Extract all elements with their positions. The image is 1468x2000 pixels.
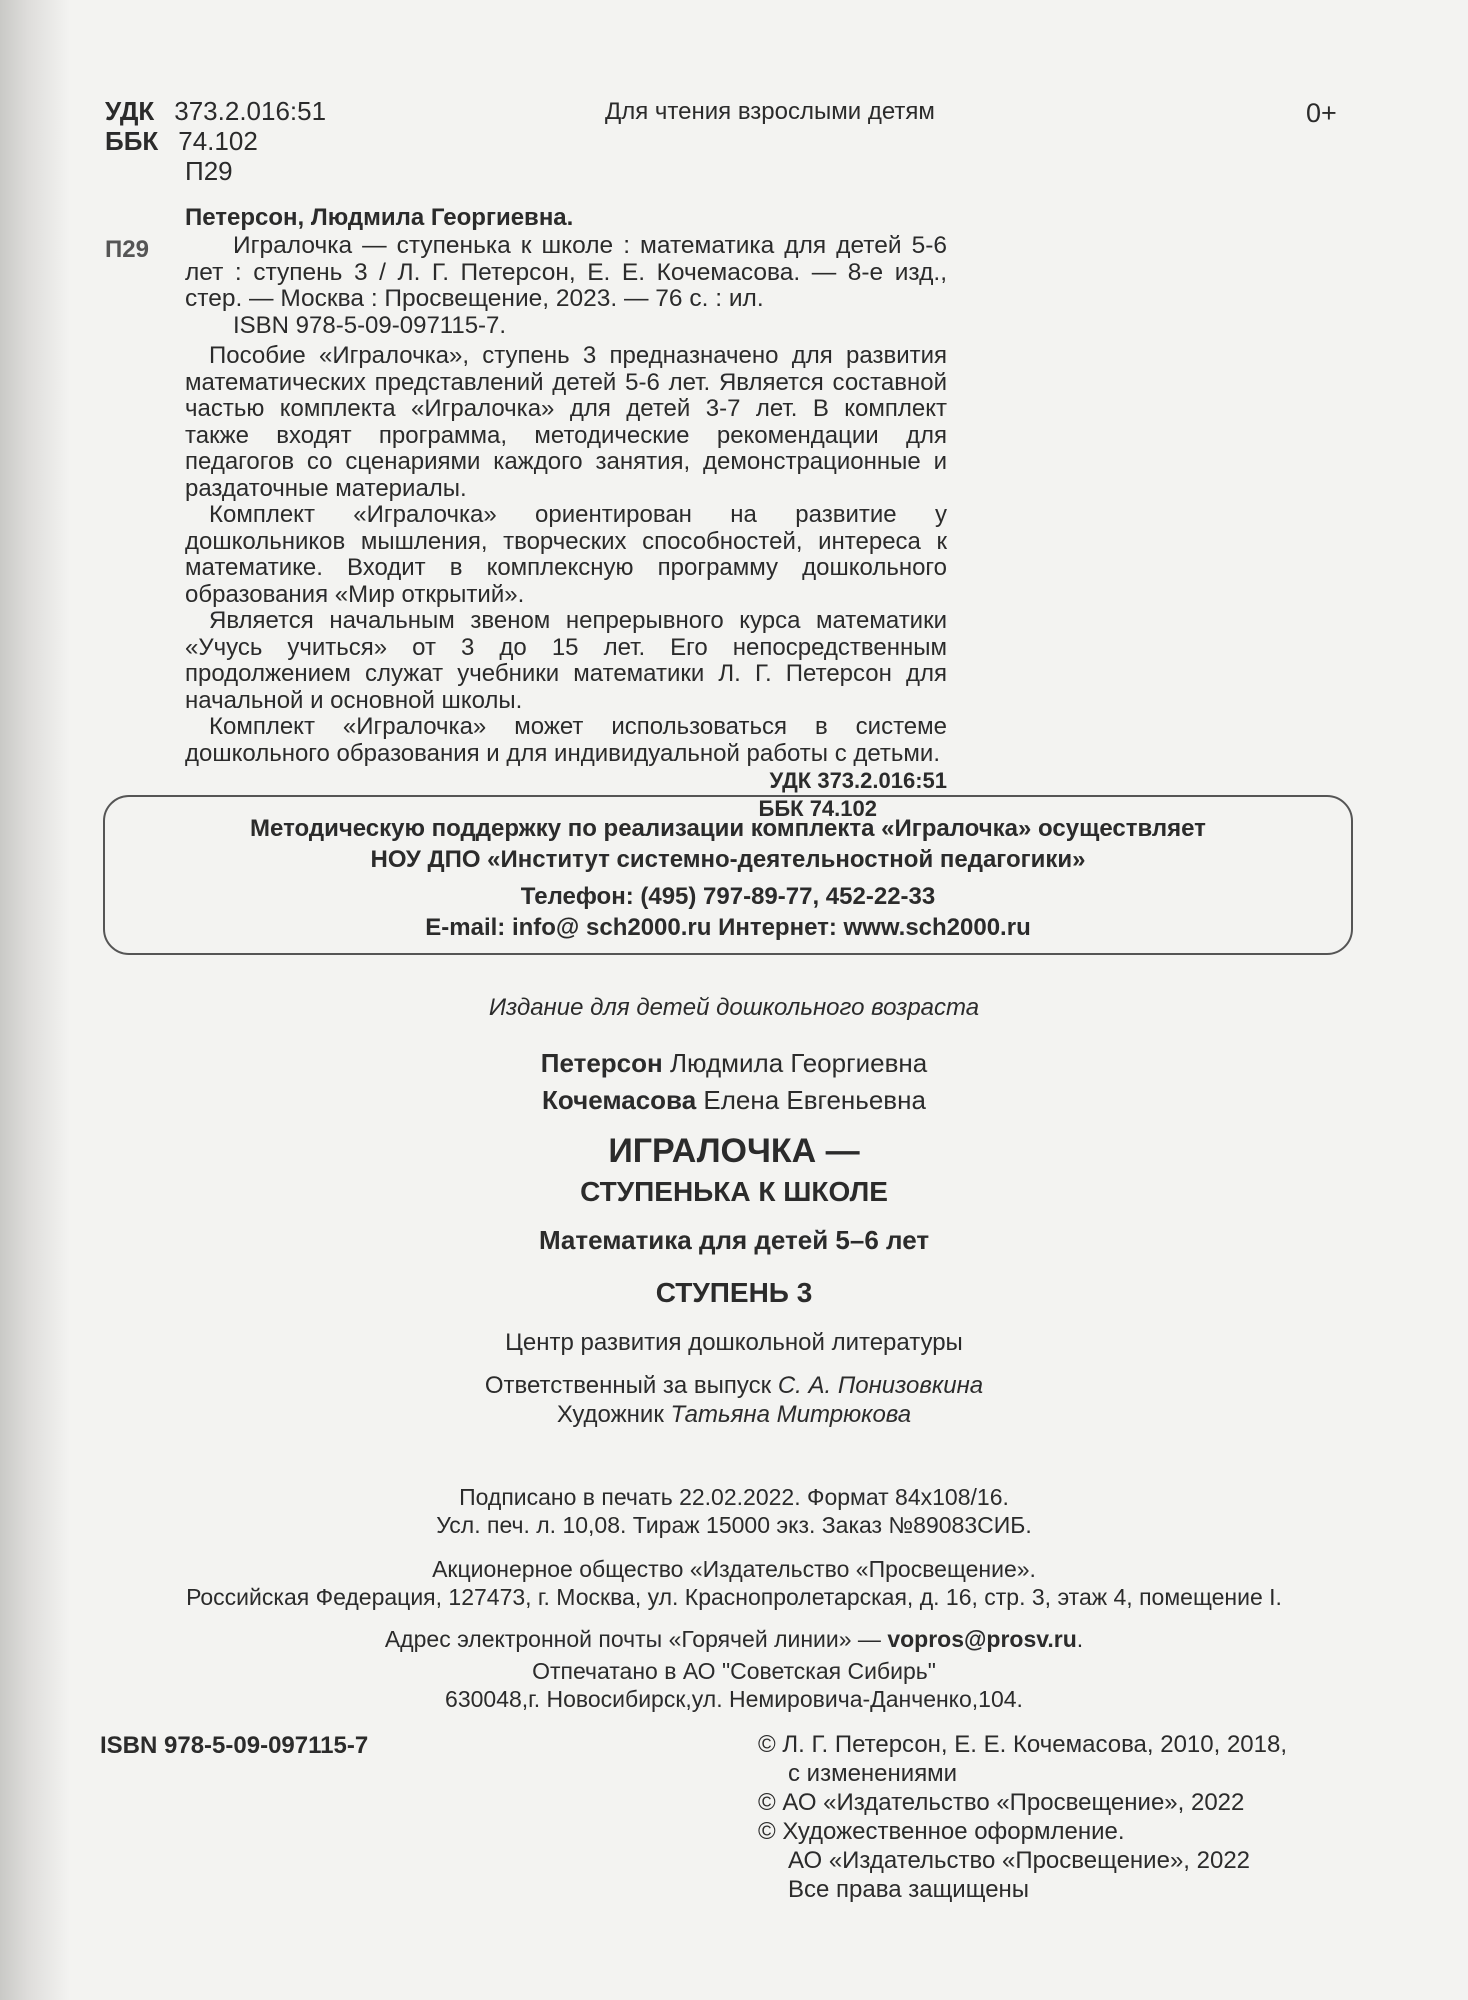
biblio-abstract-3: Является начальным звеном непрерывного курса математики «Учусь учиться» от 3 до 15 лет. Его непосредственным продолжением служат учебники математики Л. Г. Петерсон для начальной и основной школы. <box>185 607 947 714</box>
support-line-2: НОУ ДПО «Институт системно-деятельностной педагогики» <box>370 846 1086 873</box>
copyright-2: © АО «Издательство «Просвещение», 2022 <box>758 1789 1245 1816</box>
publisher-line-2: Российская Федерация, 127473, г. Москва, ул. Краснопролетарская, д. 16, стр. 3, этаж 4, помещение I. <box>186 1584 1282 1610</box>
responsible-editor <box>0 1371 1468 1400</box>
biblio-abstract-1: Пособие «Игралочка», ступень 3 предназначено для развития математических представлений детей 5-6 лет. Является составной частью комплекта «Игралочка» для детей 3-7 лет. В комплект также входят программа, методические рекомендации для педагогов со сценариями каждого занятия, демонстрационные и раздаточные материалы. <box>185 342 947 502</box>
author-1-surname: Петерсон <box>540 1048 663 1078</box>
book-title-line-2: СТУПЕНЬКА К ШКОЛЕ <box>580 1176 888 1207</box>
hotline-end: . <box>1076 1626 1084 1652</box>
biblio-description: Игралочка — ступенька к школе : математика для детей 5-6 лет : ступень 3 / Л. Г. Петерсон, Е. Е. Кочемасова. — 8-е изд., стер. — Москва : Просвещение, 2023. — 76 с. : ил. <box>185 232 947 312</box>
edition-type: Издание для детей дошкольного возраста <box>488 994 980 1021</box>
biblio-author-heading: Петерсон, Людмила Георгиевна. <box>185 204 574 231</box>
all-rights-reserved: Все права защищены <box>788 1876 1030 1903</box>
bbk-label: ББК <box>105 126 159 156</box>
biblio-udk-bottom: УДК 373.2.016:51 <box>769 768 947 793</box>
book-subtitle: Математика для детей 5–6 лет <box>538 1225 930 1255</box>
hotline <box>0 1626 1468 1653</box>
support-line-1: Методическую поддержку по реализации комплекта «Игралочка» осуществляет <box>250 815 1206 842</box>
artist-name: Татьяна Митрюкова <box>670 1401 912 1428</box>
support-phone: Телефон: (495) 797-89-77, 452-22-33 <box>520 883 936 910</box>
printer-line-2: 630048,г. Новосибирск,ул. Немировича-Данченко,104. <box>445 1686 1023 1712</box>
publisher-line-1: Акционерное общество «Издательство «Просвещение». <box>432 1556 1036 1582</box>
support-web: E-mail: info@ sch2000.ru Интернет: www.sch2000.ru <box>425 914 1031 941</box>
support-box <box>103 795 1353 955</box>
copyright-1b: с изменениями <box>788 1760 958 1787</box>
biblio-bbk-bottom: ББК 74.102 <box>758 796 877 821</box>
footer-isbn: ISBN 978-5-09-097115-7 <box>100 1732 369 1759</box>
author-1 <box>0 1048 1468 1078</box>
bbk-value: 74.102 <box>178 126 258 156</box>
copyright-3b: АО «Издательство «Просвещение», 2022 <box>788 1847 1251 1874</box>
biblio-sign: П29 <box>105 236 149 263</box>
author-2-surname: Кочемасова <box>542 1085 697 1115</box>
book-step: СТУПЕНЬ 3 <box>655 1277 813 1308</box>
udk-label: УДК <box>105 96 155 126</box>
author-2-name: Елена Евгеньевна <box>703 1085 926 1115</box>
printer-line-1: Отпечатано в АО "Советская Сибирь" <box>532 1658 936 1684</box>
print-info-1: Подписано в печать 22.02.2022. Формат 84x108/16. <box>459 1484 1009 1510</box>
audience-note: Для чтения взрослыми детям <box>605 98 935 125</box>
hotline-label: Адрес электронной почты «Горячей линии» — <box>384 1626 881 1652</box>
print-info-2: Усл. печ. л. 10,08. Тираж 15000 экз. Заказ №89083СИБ. <box>436 1512 1032 1538</box>
classification-codes <box>105 96 326 186</box>
copyright-1: © Л. Г. Петерсон, Е. Е. Кочемасова, 2010, 2018, <box>758 1731 1288 1758</box>
publishing-center: Центр развития дошкольной литературы <box>505 1329 963 1356</box>
artist <box>0 1400 1468 1429</box>
biblio-abstract-2: Комплект «Игралочка» ориентирован на развитие у дошкольников мышления, творческих способностей, интереса к математике. Входит в комплексную программу дошкольного образования «Мир открытий». <box>185 501 947 608</box>
author-2 <box>0 1085 1468 1115</box>
udk-value: 373.2.016:51 <box>174 96 327 126</box>
book-title-line-1: ИГРАЛОЧКА — <box>608 1132 860 1170</box>
copyright-block <box>758 1730 1287 1904</box>
responsible-label: Ответственный за выпуск <box>484 1372 772 1399</box>
biblio-record <box>185 233 947 823</box>
biblio-abstract-4: Комплект «Игралочка» может использоваться в системе дошкольного образования и для индивидуальной работы с детьми. <box>185 713 947 767</box>
artist-label: Художник <box>556 1401 664 1428</box>
copyright-3: © Художественное оформление. <box>758 1818 1125 1845</box>
hotline-email: vopros@prosv.ru <box>887 1626 1077 1652</box>
age-rating: 0+ <box>1306 98 1337 128</box>
author-1-name: Людмила Георгиевна <box>669 1048 928 1078</box>
responsible-name: С. А. Понизовкина <box>777 1372 984 1399</box>
biblio-isbn: ISBN 978-5-09-097115-7. <box>233 311 507 339</box>
author-sign: П29 <box>185 156 233 186</box>
